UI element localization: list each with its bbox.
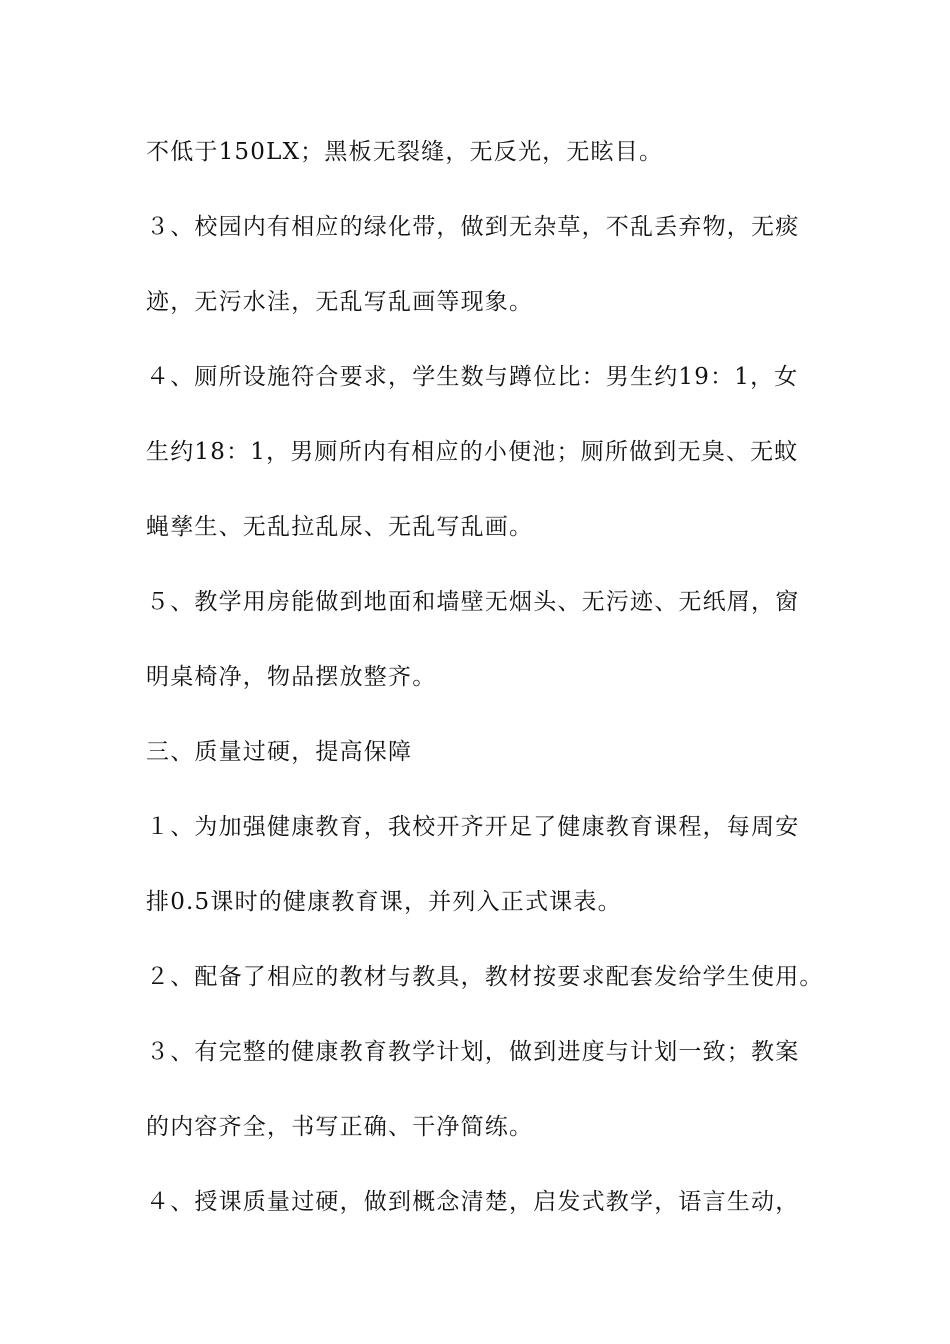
text-line: 明桌椅净，物品摆放整齐。 — [146, 664, 437, 690]
text-line: １、为加强健康教育，我校开齐开足了健康教育课程，每周安 — [146, 814, 800, 840]
text-line: 排0.5课时的健康教育课，并列入正式课表。 — [146, 889, 622, 915]
text-line: ４、授课质量过硬，做到概念清楚，启发式教学，语言生动， — [146, 1189, 800, 1215]
text-line: 蝇孳生、无乱拉乱尿、无乱写乱画。 — [146, 514, 534, 540]
text-line: 的内容齐全，书写正确、干净简练。 — [146, 1114, 534, 1140]
text-line: ３、校园内有相应的绿化带，做到无杂草，不乱丢弃物，无痰 — [146, 214, 800, 240]
text-line: ４、厕所设施符合要求，学生数与蹲位比：男生约19：1，女 — [146, 364, 799, 390]
section-heading: 三、质量过硬，提高保障 — [146, 739, 413, 765]
text-line: 迹，无污水洼，无乱写乱画等现象。 — [146, 289, 534, 315]
text-line: ５、教学用房能做到地面和墙壁无烟头、无污迹、无纸屑，窗 — [146, 589, 800, 615]
text-line: 不低于150LX；黑板无裂缝，无反光，无眩目。 — [146, 139, 664, 165]
text-line: ３、有完整的健康教育教学计划，做到进度与计划一致；教案 — [146, 1039, 800, 1065]
text-line: ２、配备了相应的教材与教具，教材按要求配套发给学生使用。 — [146, 964, 824, 990]
text-line: 生约18：1，男厕所内有相应的小便池；厕所做到无臭、无蚊 — [146, 439, 799, 465]
